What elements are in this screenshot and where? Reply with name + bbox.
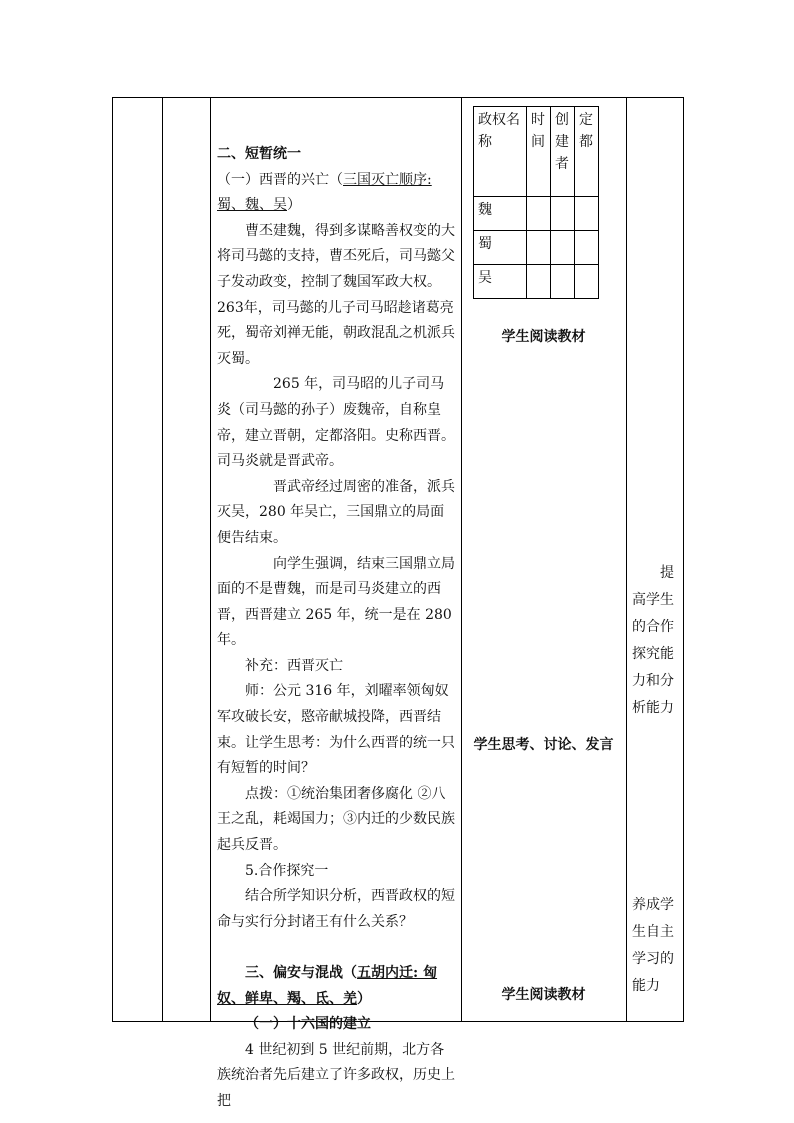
subsection-heading-text: （一）西晋的兴亡（ <box>217 171 343 188</box>
section-heading: 二、短暂统一 <box>217 146 301 162</box>
activity-label: 学生思考、讨论、发言 <box>473 737 614 753</box>
paragraph: 结合所学知识分析，西晋政权的短命与实行分封诸王有什么关系？ <box>217 888 455 930</box>
lesson-table <box>112 97 684 1109</box>
paragraph: 点拨：①统治集团奢侈腐化 ②八王之乱，耗竭国力；③内迁的少数民族起兵反晋。 <box>217 785 455 854</box>
header-cell: 创建者 <box>551 107 575 197</box>
paragraph: 向学生强调，结束三国鼎立局面的不是曹魏，而是司马炎建立的西晋，西晋建立 265 年，统一是在 280 年。 <box>217 555 455 649</box>
paragraph: 曹丕建魏，得到多谋略善权变的大将司马懿的支持，曹丕死后，司马懿父子发动政变，控制了魏国军政大权。263年，司马懿的儿子司马昭趁诸葛亮死，蜀帝刘禅无能，朝政混乱之机派兵灭蜀。 <box>217 222 455 367</box>
subsection-close: ） <box>287 197 301 214</box>
section-note: 五胡内迁: 匈奴、鲜卑、羯、氐、羌 <box>217 965 438 1007</box>
design-intent-column <box>626 98 685 1021</box>
teaching-content-column <box>211 98 461 1109</box>
section-heading-text: 三、偏安与混战（ <box>245 965 357 981</box>
activity-label: 学生阅读教材 <box>501 329 586 345</box>
section-close: ） <box>357 990 371 1007</box>
subsection-note: 三国灭亡顺序: 蜀、魏、吴 <box>217 171 432 214</box>
row-label: 魏 <box>474 197 527 231</box>
paragraph: 265 年，司马昭的儿子司马炎（司马懿的孙子）废魏帝，自称皇帝，建立晋朝，定都洛阳。史称西晋。司马炎就是晋武帝。 <box>217 376 455 470</box>
regime-table <box>473 106 599 299</box>
intent-text: 提高学生的合作探究能力和分析能力 <box>632 565 674 716</box>
paragraph: 4 世纪初到 5 世纪前期，北方各族统治者先后建立了许多政权，历史上把 <box>217 1041 455 1109</box>
paragraph: 补充：西晋灭亡 <box>245 657 343 674</box>
row-label: 吴 <box>474 265 527 299</box>
header-cell: 政权名称 <box>474 107 527 197</box>
spacer <box>217 935 455 961</box>
subsection-heading: （一）十六国的建立 <box>245 1016 371 1033</box>
paragraph: 晋武帝经过周密的准备，派兵灭吴，280 年吴亡，三国鼎立的局面便告结束。 <box>217 478 455 546</box>
header-cell: 时间 <box>527 107 551 197</box>
section-heading <box>217 961 455 1012</box>
paragraph: 师：公元 316 年，刘曜率领匈奴军攻破长安，愍帝献城投降，西晋结束。让学生思考：为什么西晋的统一只有短暂的时间？ <box>217 683 455 777</box>
student-activity-column <box>461 98 626 1021</box>
header-cell: 定都 <box>575 107 599 197</box>
subsection-heading <box>217 168 455 219</box>
row-label: 蜀 <box>474 231 527 265</box>
activity-label: 学生阅读教材 <box>501 987 586 1003</box>
paragraph: 5.合作探究一 <box>245 862 329 879</box>
intent-text: 养成学生自主学习的能力 <box>632 897 674 994</box>
column-divider <box>162 98 163 1021</box>
